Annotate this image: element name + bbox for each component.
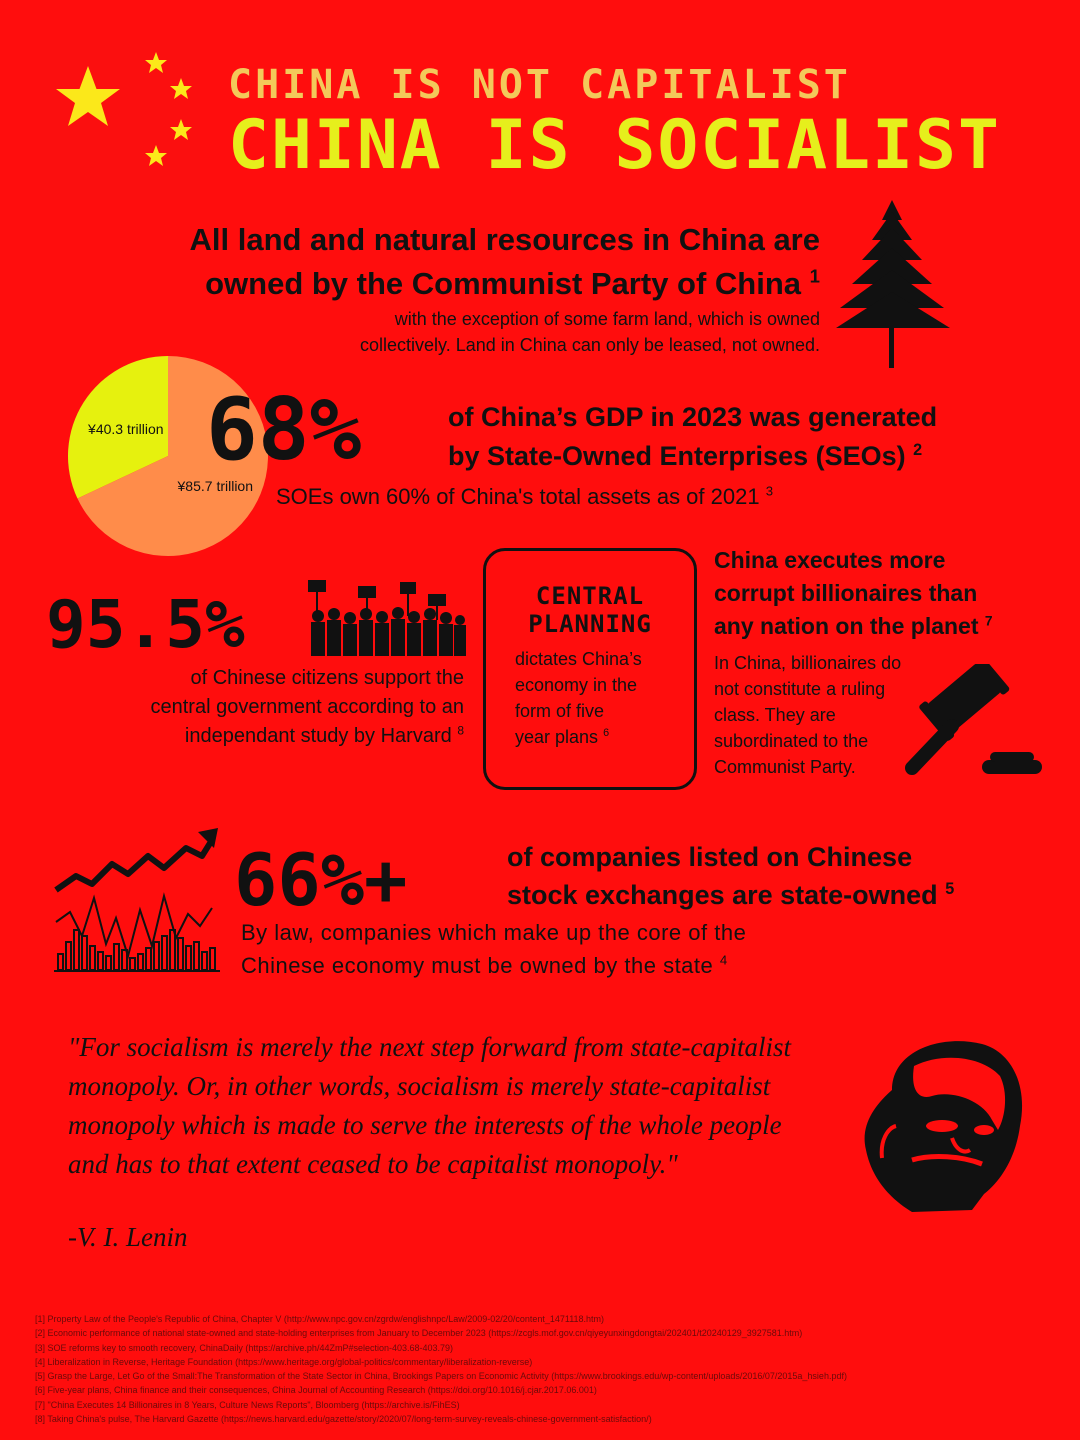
large-star-icon [56, 66, 120, 126]
reference-item[interactable]: [2] Economic performance of national state-owned and state-holding enterprises from January to December 2023 (https://zcgls.mof.gov.cn/qiyeyunxingdongtai/202401/t20240129_3927581.htm) [35, 1328, 803, 1339]
gdp-description: of China’s GDP in 2023 was generated by State-Owned Enterprises (SEOs) $^2$ [448, 402, 938, 471]
reference-item[interactable]: [1] Property Law of the People's Republic of China, Chapter V (http://www.npc.gov.cn/zgrdw/englishnpc/Law/2009-02/20/content_1471118.htm) [35, 1314, 605, 1324]
small-star-icon [170, 78, 192, 99]
pine-tree-icon [832, 198, 952, 370]
reference-item[interactable]: [7] "China Executes 14 Billionaires in 8 Years, Culture News Reports", Bloomberg (https://archive.is/FihES) [35, 1399, 460, 1410]
central-planning-title: CENTRAL PLANNING [528, 582, 652, 638]
footnote-ref: 1 [809, 265, 820, 287]
footnote-ref: 4 [719, 952, 728, 968]
title-not-capitalist: CHINA IS NOT CAPITALIST [228, 62, 851, 108]
reference-item[interactable]: [5] Grasp the Large, Let Go of the Small:The Transformation of the State Sector in China, Brookings Papers on Economic Activity (https://www.brookings.edu/wp-content/uploads/2016/07/2015a_hsieh.pdf) [35, 1371, 847, 1382]
protest-crowd-icon [306, 574, 466, 656]
references-list [35, 1312, 1055, 1426]
land-subtext: with the exception of some farm land, which is owned collectively. Land in China can only be leased, not owned. [360, 309, 820, 355]
quote-author: -V. I. Lenin [68, 1222, 188, 1252]
footnote-ref: 2 [913, 441, 923, 459]
law-text: By law, companies which make up the core of the Chinese economy must be owned by the state $^4$ [241, 920, 747, 978]
china-flag-icon [40, 40, 200, 200]
gdp-percent: 68% [206, 380, 362, 480]
pie-label-1: ¥85.7 trillion [177, 478, 254, 495]
small-star-icon [145, 145, 167, 166]
support-percent: 95.5% [46, 586, 245, 663]
stocks-headline: of companies listed on Chinese stock exchanges are state-owned $^5$ [507, 842, 955, 910]
gavel-icon [898, 664, 1044, 780]
reference-item[interactable]: [3] SOE reforms key to smooth recovery, ChinaDaily (https://archive.ph/44ZmP#selection-403.68-403.79) [35, 1342, 454, 1353]
footnote-ref: 6 [603, 727, 610, 739]
reference-item[interactable]: [8] Taking China's pulse, The Harvard Gazette (https://news.harvard.edu/gazette/story/2020/07/long-term-survey-reveals-chinese-government-satisfaction/) [35, 1414, 652, 1425]
lenin-quote: "For socialism is merely the next step forward from state-capitalist monopoly. Or, in other words, socialism is merely state-capitalist monopoly which is made to serve the interests of the whole people and has to that extent ceased to be capitalist monopoly." [68, 1032, 792, 1179]
billionaires-text: In China, billionaires do not constitute a ruling class. They are subordinated to the Communist Party. [714, 653, 902, 777]
stock-chart-icon [52, 826, 224, 994]
central-planning-text: dictates China’s economy in the form of five year plans $^6$ [515, 649, 642, 747]
stocks-percent: 66%+ [234, 838, 408, 922]
soe-assets-text: SOEs own 60% of China's total assets as of 2021 $^3$ [276, 483, 774, 509]
small-star-icon [145, 52, 167, 73]
footnote-ref: 3 [765, 483, 774, 499]
title-socialist: CHINA IS SOCIALIST [228, 106, 1001, 185]
footnote-ref: 5 [945, 880, 955, 898]
support-description: of Chinese citizens support the central government according to an independant study by Harvard $^8$ [150, 667, 464, 747]
pie-label-0: ¥40.3 trillion [88, 421, 164, 438]
reference-item[interactable]: [4] Liberalization in Reverse, Heritage Foundation (https://www.heritage.org/global-politics/commentary/liberalization-reverse) [35, 1356, 533, 1367]
billionaires-headline: China executes more corrupt billionaires than any nation on the planet $^7$ [714, 547, 993, 639]
footnote-ref: 8 [457, 723, 464, 738]
footnote-ref: 7 [984, 613, 993, 629]
small-star-icon [170, 119, 192, 140]
reference-item[interactable]: [6] Five-year plans, China finance and their consequences, China Journal of Accounting Research (https://doi.org/10.1016/j.cjar.2017.06.001) [35, 1385, 597, 1396]
land-headline: All land and natural resources in China are owned by the Communist Party of China $^1$ [189, 222, 820, 301]
lenin-portrait-icon [852, 1030, 1032, 1220]
